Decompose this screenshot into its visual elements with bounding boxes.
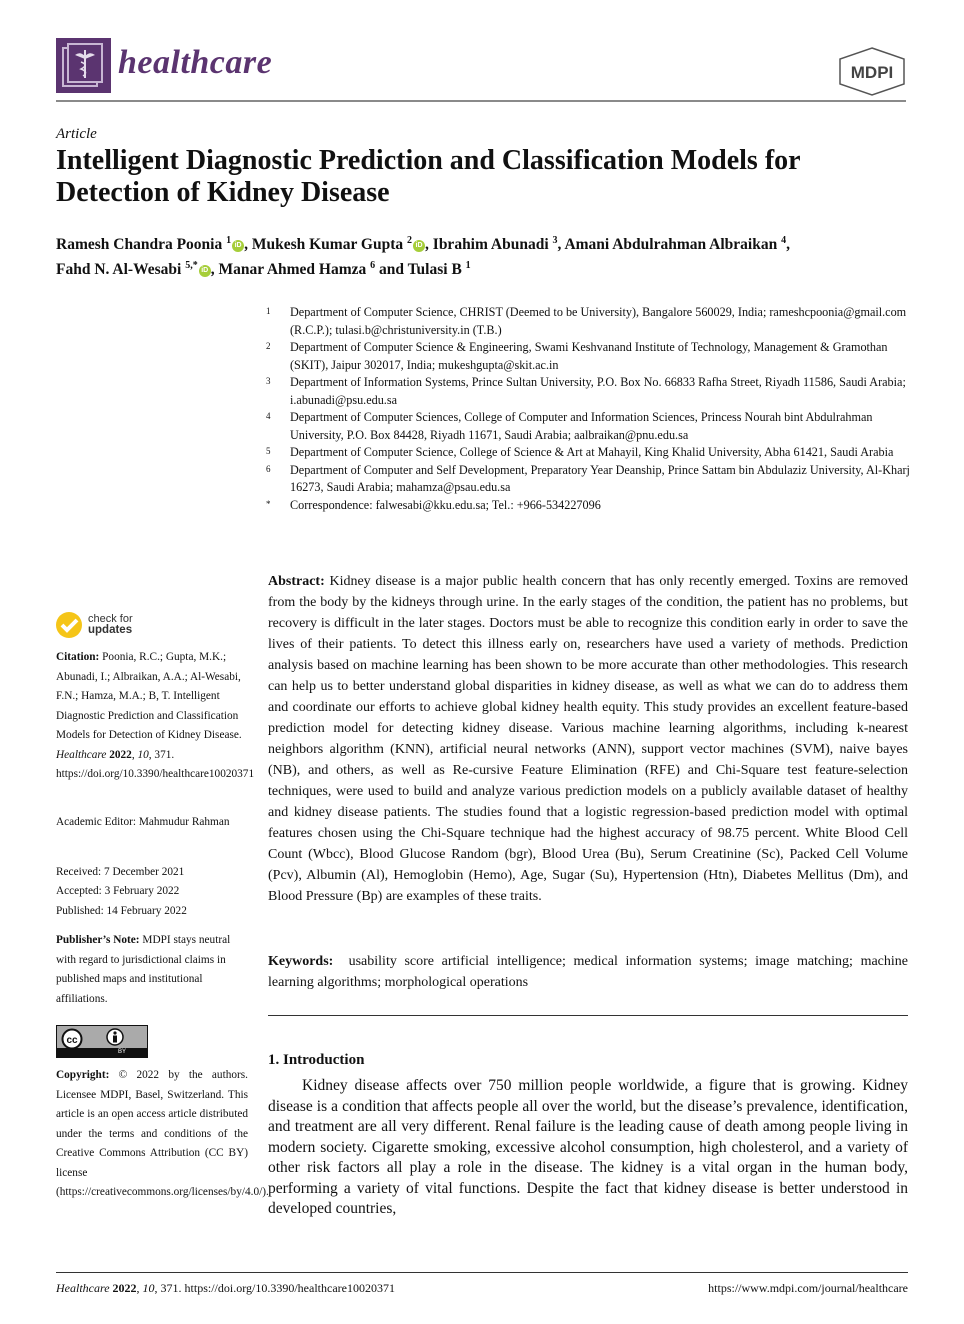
creative-commons-icon <box>61 1028 83 1050</box>
keywords: Keywords: usability score artificial intelligence; medical information systems; image matching; machine learning algorithms; morphological operations <box>268 954 908 990</box>
correspondence-item: * Correspondence: falwesabi@kku.edu.sa; Tel.: +966-534227096 <box>266 497 601 512</box>
received-date: Received: 7 December 2021 <box>56 866 185 878</box>
publishers-note: Publisher’s Note: MDPI stays neutral with regard to jurisdictional claims in published maps and institutional affiliations. <box>56 934 231 1005</box>
orcid-icon[interactable]: iD <box>199 265 211 277</box>
author-name: Amani Abdulrahman Albraikan <box>564 236 778 254</box>
affiliation-item: 1 Department of Computer Science, CHRIST (Deemed to be University), Bangalore 560029, India; rameshcpoonia@gmail.com (R.C.P.); tulasi.b@christuniversity.in (T.B.) <box>266 305 907 337</box>
affiliation-item: 3 Department of Information Systems, Prince Sultan University, P.O. Box No. 66833 Rafha Street, Riyadh 11586, Saudi Arabia; i.abunadi@psu.edu.sa <box>266 375 906 407</box>
article-title: Intelligent Diagnostic Prediction and Classification Models for Detection of Kidney Disease <box>56 145 801 208</box>
journal-logo <box>56 38 111 93</box>
checkmark-icon <box>56 612 82 638</box>
check-for-updates-button[interactable]: check for updates <box>56 612 133 638</box>
author-name: Fahd N. Al-Wesabi <box>56 261 182 279</box>
article-type: Article <box>56 126 97 142</box>
citation-block: Citation: Poonia, R.C.; Gupta, M.K.; Abunadi, I.; Albraikan, A.A.; Al-Wesabi, F.N.; Hamza, M.A.; B, T. Intelligent Diagnostic Prediction and Classification Models for Detection of Kidney Disease. Healthcare 2022, 10, 371. https://doi.org/10.3390/healthcare10020371 <box>56 651 255 780</box>
published-date: Published: 14 February 2022 <box>56 905 187 917</box>
author-name: Tulasi B <box>407 261 462 279</box>
section-heading: 1. Introduction <box>268 1052 365 1068</box>
introduction-paragraph: Kidney disease affects over 750 million people worldwide, a figure that is growing. Kidney disease is a condition that affects people all over the world, but the disease’s prevalence, identification, and treatment are all very different. Renal failure is the leading cause of death among people living in modern society. Cigarette smoking, excessive alcohol consumption, high cholesterol, and a variety of other risk factors all play a role in the disease. The kidney is a vital organ in the human body, performing a variety of vital functions. Despite the fact that kidney disease is better understood in developed countries, <box>268 1077 908 1217</box>
svg-text:cc: cc <box>66 1035 78 1046</box>
header-divider <box>56 100 906 102</box>
journal-name: healthcare <box>118 44 273 81</box>
author-name: Mukesh Kumar Gupta <box>251 236 404 254</box>
affiliation-item: 4 Department of Computer Sciences, College of Computer and Information Sciences, Princess Nourah bint Abdulrahman University, P.O. Box 84428, Riyadh 11671, Saudi Arabia; aalbraikan@pnu.edu.sa <box>266 410 873 442</box>
orcid-icon[interactable]: iD <box>413 240 425 252</box>
author-list: Ramesh Chandra Poonia $^1$ iD , Mukesh Kumar Gupta $^2$ iD , Ibrahim Abunadi $^3$, Amani Abdulrahman Albraikan $^4$, Fahd N. Al-Wesabi $^{5,*}$ iD , Manar Ahmed Hamza $^6$ and Tulasi B $^1$ <box>56 235 790 279</box>
footer-journal-url[interactable]: https://www.mdpi.com/journal/healthcare <box>708 1281 908 1295</box>
cc-by-license-badge[interactable]: cc BY <box>56 1025 148 1058</box>
footer-divider <box>56 1272 908 1273</box>
mdpi-logo <box>836 46 908 96</box>
copyright-notice: Copyright: © 2022 by the authors. Licensee MDPI, Basel, Switzerland. This article is an open access article distributed under the terms and conditions of the Creative Commons Attribution (CC BY) license (https://creativecommons.org/licenses/by/4.0/). <box>56 1069 269 1198</box>
mdpi-logo-text: MDPI <box>850 63 894 82</box>
caduceus-icon <box>56 38 111 93</box>
affiliation-item: 5 Department of Computer Science, College of Science & Art at Mahayil, King Khalid University, Abha 61421, Saudi Arabia <box>266 445 894 459</box>
footer-doi-link[interactable]: , 371. https://doi.org/10.3390/healthcare10020371 <box>154 1281 395 1295</box>
citation-doi-link[interactable]: , 371. https://doi.org/10.3390/healthcare10020371 <box>56 748 255 780</box>
footer-citation: Healthcare 2022, 10, 371. https://doi.org/10.3390/healthcare10020371 <box>56 1281 395 1295</box>
affiliation-item: 6 Department of Computer and Self Development, Preparatory Year Deanship, Prince Sattam bin Abdulaziz University, Al-Kharj 16273, Saudi Arabia; mahamza@psau.edu.sa <box>266 462 910 494</box>
accepted-date: Accepted: 3 February 2022 <box>56 885 180 897</box>
attribution-person-icon <box>106 1028 124 1046</box>
author-name: Ramesh Chandra Poonia <box>56 236 223 254</box>
orcid-icon[interactable]: iD <box>232 240 244 252</box>
section-divider <box>268 1015 908 1016</box>
author-name: Ibrahim Abunadi <box>432 236 549 254</box>
abstract: Abstract: Kidney disease is a major public health concern that has only recently emerged. Toxins are removed from the body by the kidneys through urine. In the early stages of the condition, the patient has no problems, but recovery is difficult in the later stages. Doctors must be able to recognize this condition early in order to save the lives of their patients. To detect this illness early on, researchers have used a variety of methods. Prediction analysis based on machine learning has been shown to be more accurate than other methodologies. This research can help us to better understand global disparities in kidney disease, as well as what we can do to address them and coordinate our efforts to achieve global kidney health equity. This study provides an excellent feature-based prediction model for detecting kidney disease. Various machine learning algorithms, including k-nearest neighbors algorithm (KNN), artificial neural networks (ANN), support vector machines (SVM), naive bayes (NB), and others, as well as Re-cursive Feature Elimination (RFE) and Chi-Square test feature-selection techniques, were used to build and analyze various prediction models on a publicly available dataset of healthy and kidney disease patients. The studies found that a logistic regression-based prediction model with optimal features chosen using the Chi-Square technique had the highest accuracy of 98.75 percent. White Blood Cell Count (Wbcc), Blood Glucose Random (bgr), Blood Urea (Bu), Serum Creatinine (Sc), Packed Cell Volume (Pcv), Albumin (Al), Hemoglobin (Hemo), Age, Sugar (Su), Hypertension (Htn), Diabetes Mellitus (Dm), and Blood Pressure (Bp) are examples of these traits. <box>268 574 909 904</box>
affiliation-item: 2 Department of Computer Science & Engineering, Swami Keshvanand Institute of Technology, Management & Gramothan (SKIT), Jaipur 302017, India; mukeshgupta@skit.ac.in <box>266 340 888 372</box>
academic-editor: Academic Editor: Mahmudur Rahman <box>56 816 230 828</box>
affiliations <box>266 304 916 514</box>
author-name: Manar Ahmed Hamza <box>218 261 367 279</box>
